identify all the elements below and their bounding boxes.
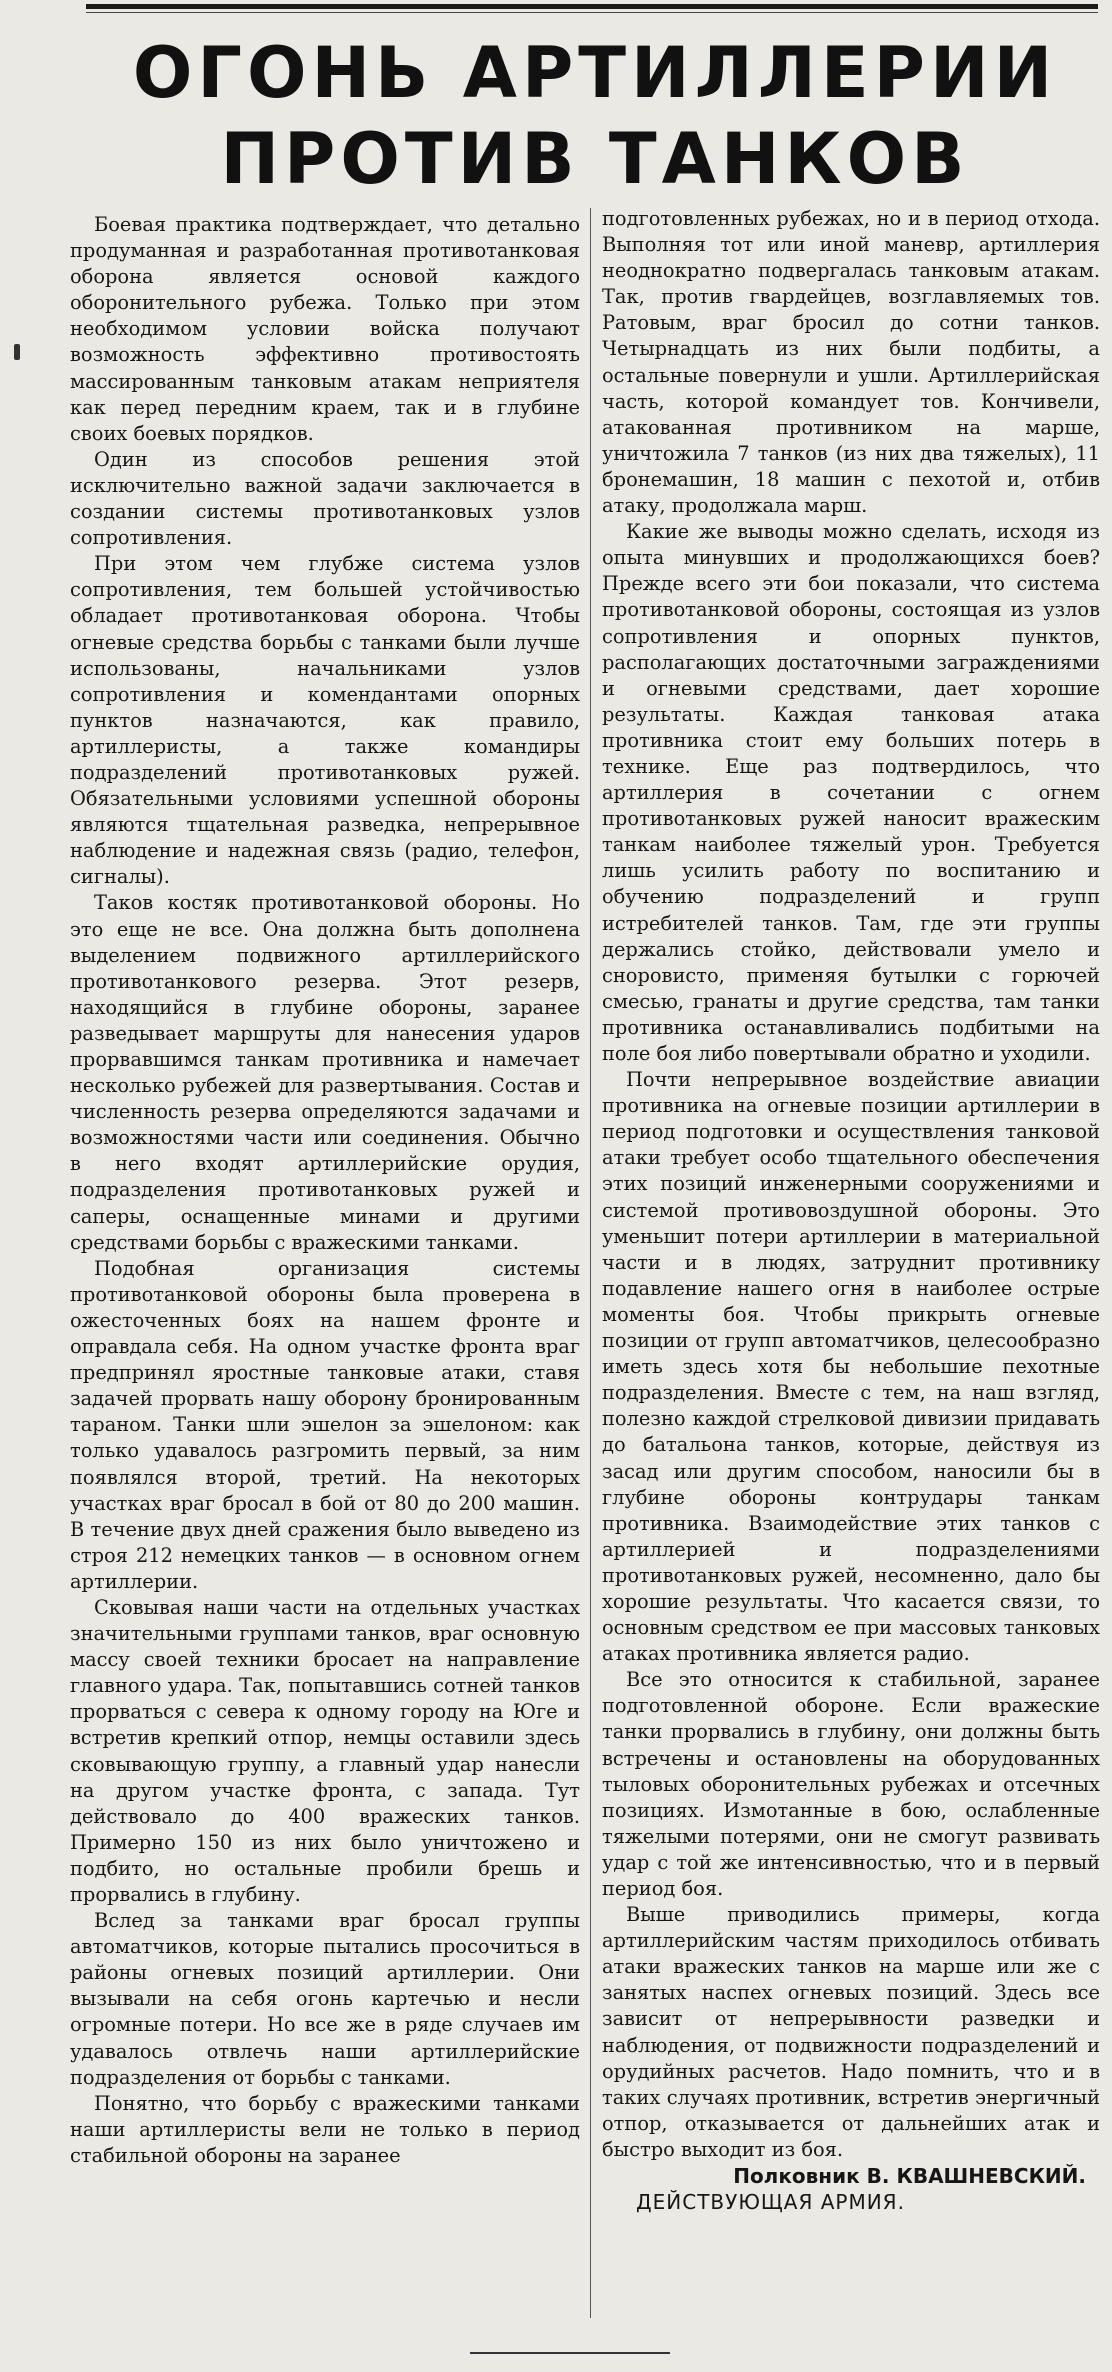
- headline-line-2: ПРОТИВ ТАНКОВ: [220, 118, 970, 200]
- paragraph: Таков костяк противотанковой обороны. Но это еще не все. Она должна быть дополнена выделением подвижного артиллерийского противотанкового резерва. Этот резерв, находящийся в глубине обороны, заранее разведывает маршруты для нанесения ударов прорвавшимся танкам противника и намечает несколько рубежей для развертывания. Состав и численность резерва определяются задачами и возможностями части или соединения. Обычно в него входят артиллерийские орудия, подразделения противотанковых ружей и саперы, оснащенные минами и другими средствами борьбы с вражескими танками.: [70, 891, 580, 1254]
- article-column-left: [70, 212, 580, 2169]
- paragraph: Все это относится к стабильной, заранее подготовленной обороне. Если вражеские танки прорвались в глубину, они должны быть встречены и остановлены на оборудованных тыловых оборонительных рубежах и отсечных позициях. Измотанные в бою, ослабленные тяжелыми потерями, они не смогут развивать удар с той же интенсивностью, что и в первый период боя.: [602, 1668, 1100, 1900]
- paragraph: Какие же выводы можно сделать, исходя из опыта минувших и продолжающихся боев? Прежде всего эти бои показали, что система противотанковой обороны, состоящая из узлов сопротивления и опорных пунктов, располагающих достаточными заграждениями и огневыми средствами, дает хорошие результаты. Каждая танковая атака противника стоит ему больших потерь в технике. Еще раз подтвердилось, что артиллерия в сочетании с огнем противотанковых ружей наносит вражеским танкам наиболее тяжелый урон. Требуется лишь усилить работу по воспитанию и обучению подразделений и групп истребителей танков. Там, где эти группы держались стойко, действовали умело и сноровисто, применяя бутылки с горючей смесью, гранаты и другие средства, там танки противника останавливались подбитыми на поле боя либо повертывали обратно и уходили.: [602, 520, 1100, 1065]
- margin-mark: [14, 344, 20, 360]
- paragraph: Почти непрерывное воздействие авиации противника на огневые позиции артиллерии в период подготовки и осуществления танковой атаки требует особо тщательного обеспечения этих позиций инженерными сооружениями и системой противовоздушной обороны. Это уменьшит потери артиллерии в материальной части и в людях, затруднит противнику подавление нашего огня в наиболее острые моменты боя. Чтобы прикрыть огневые позиции от групп автоматчиков, целесообразно иметь здесь хотя бы небольшие пехотные подразделения. Вместе с тем, на наш взгляд, полезно каждой стрелковой дивизии придавать до батальона танков, которые, действуя из засад или другим способом, наносили бы в глубине обороны контрудары танкам противника. Взаимодействие этих танков с артиллерией и подразделениями противотанковых ружей, несомненно, дало бы хорошие результаты. Что касается связи, то основным средством ее при массовых танковых атаках противника является радио.: [602, 1068, 1100, 1666]
- headline: [80, 30, 1110, 202]
- paragraph: Подобная организация системы противотанковой обороны была проверена в ожесточенных боях на нашем фронте и оправдала себя. На одном участке фронта враг предпринял яростные танковые атаки, ставя задачей прорвать нашу оборону бронированным тараном. Танки шли эшелон за эшелоном: как только удавалось разгромить первый, за ним появлялся второй, третий. На некоторых участках враг бросал в бой от 80 до 200 машин. В течение двух дней сражения было выведено из строя 212 немецких танков — в основном огнем артиллерии.: [70, 1256, 580, 1593]
- paragraph: подготовленных рубежах, но и в период отхода. Выполняя тот или иной маневр, артиллерия неоднократно подвергалась танковым атакам. Так, против гвардейцев, возглавляемых тов. Ратовым, враг бросил до сотни танков. Четырнадцать из них были подбиты, а остальные повернули и ушли. Артиллерийская часть, которой командует тов. Кончивели, атакованная противником на марше, уничтожила 7 танков (из них два тяжелых), 11 бронемашин, 18 машин с пехотой и, отбив атаку, продолжала марш.: [602, 207, 1100, 518]
- column-divider: [590, 208, 591, 2318]
- paragraph: Понятно, что борьбу с вражескими танками наши артиллеристы вели не только в период стабильной обороны на заранее: [70, 2091, 580, 2167]
- paragraph: Вслед за танками враг бросал группы автоматчиков, которые пытались просочиться в районы огневых позиций артиллерии. Они вызывали на себя огонь картечью и несли огромные потери. Но все же в ряде случаев им удавалось отвлечь наши артиллерийские подразделения от борьбы с танками.: [70, 1909, 580, 2089]
- paragraph: Один из способов решения этой исключительно важной задачи заключается в создании системы противотанковых узлов сопротивления.: [70, 447, 580, 550]
- top-rule: [86, 4, 1098, 9]
- bottom-rule: [470, 2352, 670, 2354]
- paragraph: При этом чем глубже система узлов сопротивления, тем большей устойчивостью обладает противотанковая оборона. Чтобы огневые средства борьбы с танками были лучше использованы, начальниками узлов сопротивления и комендантами опорных пунктов назначаются, как правило, артиллеристы, а также командиры подразделений противотанковых ружей. Обязательными условиями успешной обороны являются тщательная разведка, непрерывное наблюдение и надежная связь (радио, телефон, сигналы).: [70, 552, 580, 889]
- paragraph: Боевая практика подтверждает, что детально продуманная и разработанная противотанковая оборона является основой каждого оборонительного рубежа. Только при этом необходимом условии войска получают возможность эффективно противостоять массированным танковым атакам неприятеля как перед передним краем, так и в глубине своих боевых порядков.: [70, 213, 580, 445]
- article-column-right: [602, 206, 1100, 2215]
- paragraph: Сковывая наши части на отдельных участках значительными группами танков, враг основную массу своей техники бросает на направление главного удара. Так, попытавшись сотней танков прорваться с севера к одному городу на Юге и встретив крепкий отпор, немцы оставили здесь сковывающую группу, а главный удар нанесли на другом участке фронта, с запада. Тут действовало до 400 вражеских танков. Примерно 150 из них было уничтожено и подбито, но остальные пробили брешь и прорвались в глубину.: [70, 1595, 580, 1906]
- author-signature: Полковник В. КВАШНЕВСКИЙ.: [733, 2164, 1086, 2189]
- top-rule-thin: [86, 12, 1098, 13]
- author-unit: ДЕЙСТВУЮЩАЯ АРМИЯ.: [636, 2190, 905, 2215]
- paragraph: Выше приводились примеры, когда артиллерийским частям приходилось отбивать атаки вражеских танков на марше или же с занятых наспех огневых позиций. Здесь все зависит от непрерывности разведки и наблюдения, от подвижности подразделений и орудийных расчетов. Надо помнить, что и в таких случаях противник, встретив энергичный отпор, отказывается от дальнейших атак и быстро выходит из боя.: [602, 1903, 1100, 2161]
- headline-line-1: ОГОНЬ АРТИЛЛЕРИИ: [132, 32, 1058, 114]
